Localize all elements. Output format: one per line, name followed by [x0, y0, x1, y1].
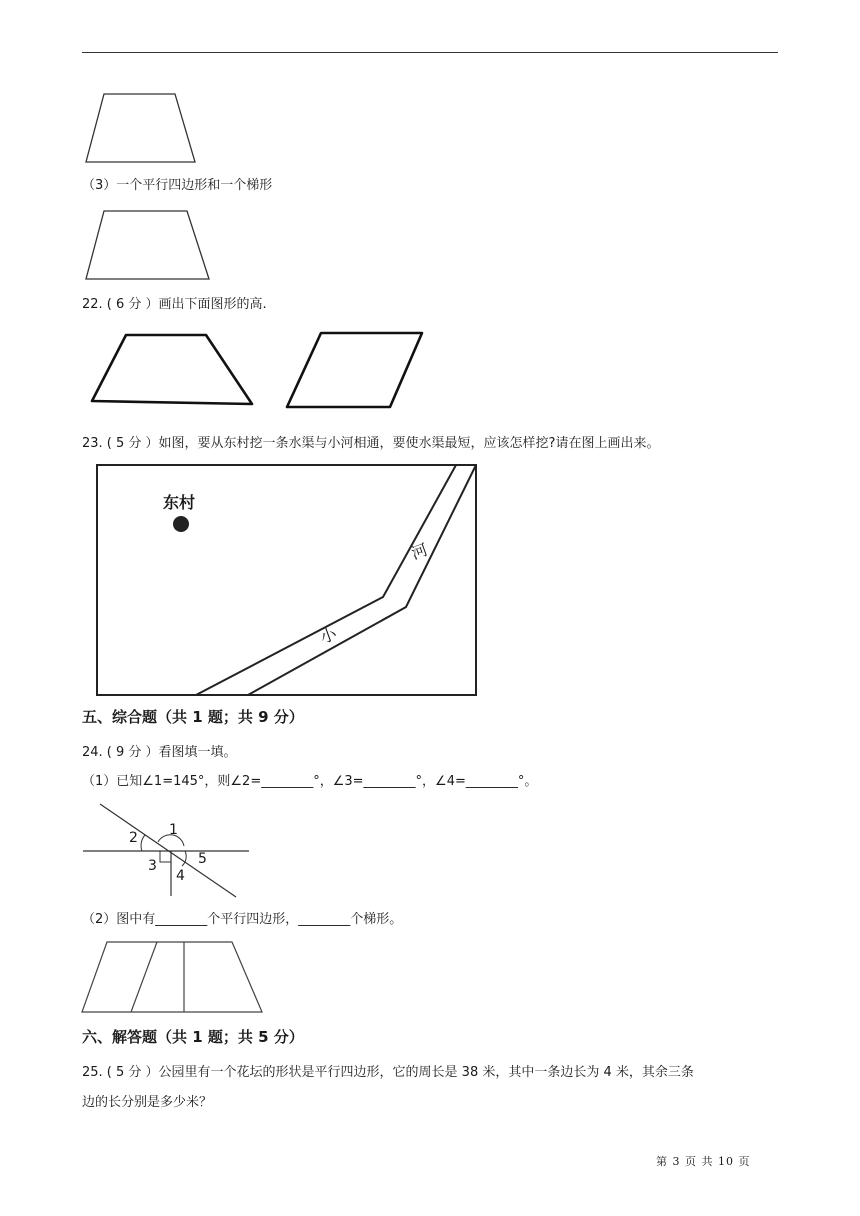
- page-footer: 第 3 页 共 10 页: [656, 1155, 751, 1168]
- q25-line1: 25. ( 5 分 ）公园里有一个花坛的形状是平行四边形，它的周长是 38 米，其中一条边长为 4 米，其余三条: [82, 1065, 694, 1080]
- river-label-xiao: 小: [317, 623, 340, 648]
- section6-heading: 六、解答题（共 1 题；共 5 分）: [82, 1028, 304, 1046]
- angle-label-3: 3: [148, 858, 157, 874]
- angle-label-2: 2: [129, 830, 138, 846]
- section5-heading: 五、综合题（共 1 题；共 9 分）: [82, 708, 304, 726]
- q24-sub1-text: （1）已知∠1=145°，则∠2=________°，∠3=________°，∠4=________°。: [82, 774, 538, 789]
- river-label-he: 河: [408, 539, 431, 564]
- q24-text: 24. ( 9 分 ）看图填一填。: [82, 745, 237, 760]
- q23-text: 23. ( 5 分 ）如图，要从东村挖一条水渠与小河相通，要使水渠最短，应该怎样挖?请在图上画出来。: [82, 436, 660, 451]
- angle-label-1: 1: [169, 822, 178, 838]
- village-label: 东村: [163, 493, 196, 512]
- angle-label-5: 5: [198, 851, 207, 867]
- q24-sub2-text: （2）图中有________个平行四边形，________个梯形。: [82, 912, 403, 927]
- q21-sub3-text: （3）一个平行四边形和一个梯形: [82, 178, 273, 193]
- q22-text: 22. ( 6 分 ）画出下面图形的高.: [82, 297, 267, 312]
- q25-line2: 边的长分别是多少米？: [82, 1095, 213, 1110]
- angle-label-4: 4: [176, 868, 185, 884]
